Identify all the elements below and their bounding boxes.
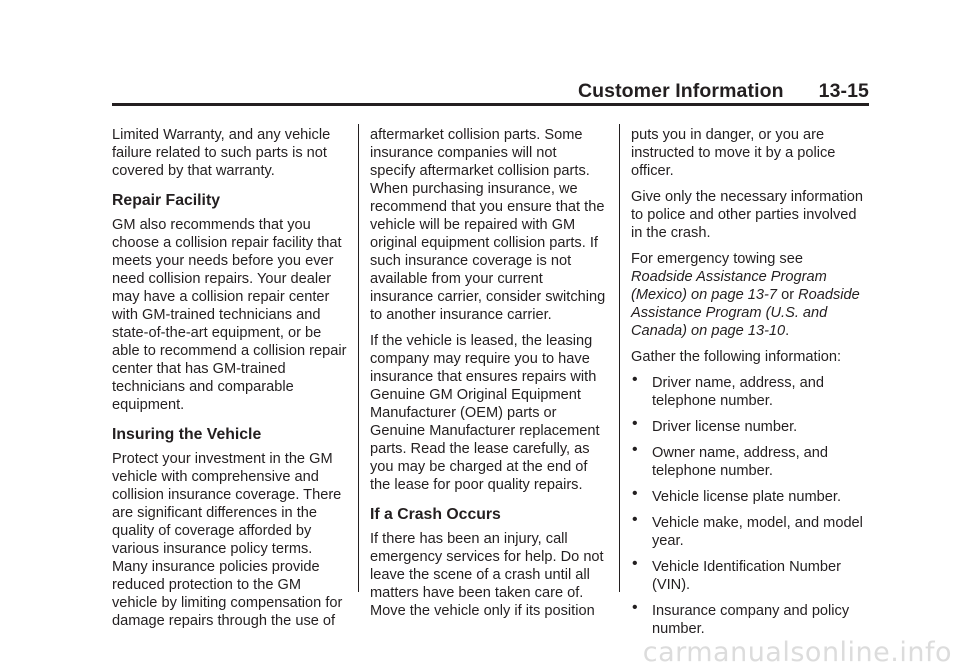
bullet-icon: • — [632, 485, 638, 502]
heading-if-a-crash-occurs: If a Crash Occurs — [370, 506, 501, 523]
text: For emergency towing see — [631, 251, 803, 267]
column-divider — [358, 124, 359, 592]
paragraph: aftermarket collision parts. Some insurance companies will not specify aftermarket collision parts. When purchasing insurance, we recommend that you ensure that the vehicle will be repaired with GM original equipment collision parts. If such insurance coverage is not available from your current insurance carrier, consider switching to another insurance carrier. — [370, 127, 606, 323]
text: . — [785, 323, 790, 339]
paragraph: If the vehicle is leased, the leasing company may require you to have insurance that ensures repairs with Genuine GM Original Equipment Manufacturer (OEM) parts or Genuine Manufacturer replacement parts. Read the lease carefully, as you may be charged at the end of the lease for poor quality repairs. — [370, 333, 600, 493]
heading-repair-facility: Repair Facility — [112, 192, 220, 209]
bullet-icon: • — [632, 511, 638, 528]
bullet-icon: • — [632, 555, 638, 572]
column-2 — [370, 126, 606, 628]
list-item-text: Driver name, address, and telephone number. — [652, 375, 824, 409]
page-header — [112, 80, 869, 103]
list-item-text: Vehicle Identification Number (VIN). — [652, 559, 842, 593]
bullet-icon: • — [632, 415, 638, 432]
list-item — [631, 441, 867, 480]
list-item — [631, 371, 867, 410]
header-rule — [112, 103, 869, 106]
list-item-text: Owner name, address, and telephone number. — [652, 445, 829, 479]
paragraph: Limited Warranty, and any vehicle failure related to such parts is not covered by that warranty. — [112, 127, 331, 179]
paragraph: Gather the following information: — [631, 349, 842, 365]
towing-paragraph — [631, 250, 867, 340]
page-number: 13-15 — [818, 80, 869, 102]
cross-reference-link[interactable]: Roadside Assistance Program (Mexico) on page 13-7 — [631, 269, 827, 303]
list-item — [631, 415, 867, 436]
cross-reference-link[interactable]: Roadside Assistance Program (U.S. and Canada) on page 13-10 — [631, 287, 860, 339]
list-item-text: Vehicle license plate number. — [652, 489, 842, 505]
paragraph: Give only the necessary information to police and other parties involved in the crash. — [631, 189, 863, 241]
list-item — [631, 555, 867, 594]
text: or — [777, 287, 799, 303]
paragraph: If there has been an injury, call emergency services for help. Do not leave the scene of a crash until all matters have been taken care of. Move the vehicle only if its position — [370, 531, 604, 619]
column-3 — [631, 126, 867, 646]
column-1 — [112, 126, 348, 638]
bullet-icon: • — [632, 599, 638, 616]
section-title: Customer Information — [577, 80, 784, 102]
paragraph: puts you in danger, or you are instructed to move it by a police officer. — [631, 127, 836, 179]
watermark: carmanualsonline.info — [642, 637, 952, 668]
bullet-icon: • — [632, 371, 638, 388]
bullet-icon: • — [632, 441, 638, 458]
list-item-text: Vehicle make, model, and model year. — [652, 515, 863, 549]
paragraph: Protect your investment in the GM vehicle with comprehensive and collision insurance coverage. There are significant differences in the quality of coverage afforded by various insurance policy terms. Many insurance policies provide reduced protection to the GM vehicle by limiting compensation for damage repairs through the use of — [112, 451, 343, 629]
information-list — [631, 371, 867, 638]
list-item — [631, 599, 867, 638]
list-item-text: Driver license number. — [652, 419, 798, 435]
list-item-text: Insurance company and policy number. — [652, 603, 850, 637]
heading-insuring-the-vehicle: Insuring the Vehicle — [112, 426, 262, 443]
list-item — [631, 485, 867, 506]
paragraph: GM also recommends that you choose a collision repair facility that meets your needs before you ever need collision repairs. Your dealer may have a collision repair center with GM-trained technicians and state-of-the-art equipment, or be able to recommend a collision repair center that has GM-trained technicians and comparable equipment. — [112, 217, 347, 413]
column-divider — [619, 124, 620, 592]
list-item — [631, 511, 867, 550]
